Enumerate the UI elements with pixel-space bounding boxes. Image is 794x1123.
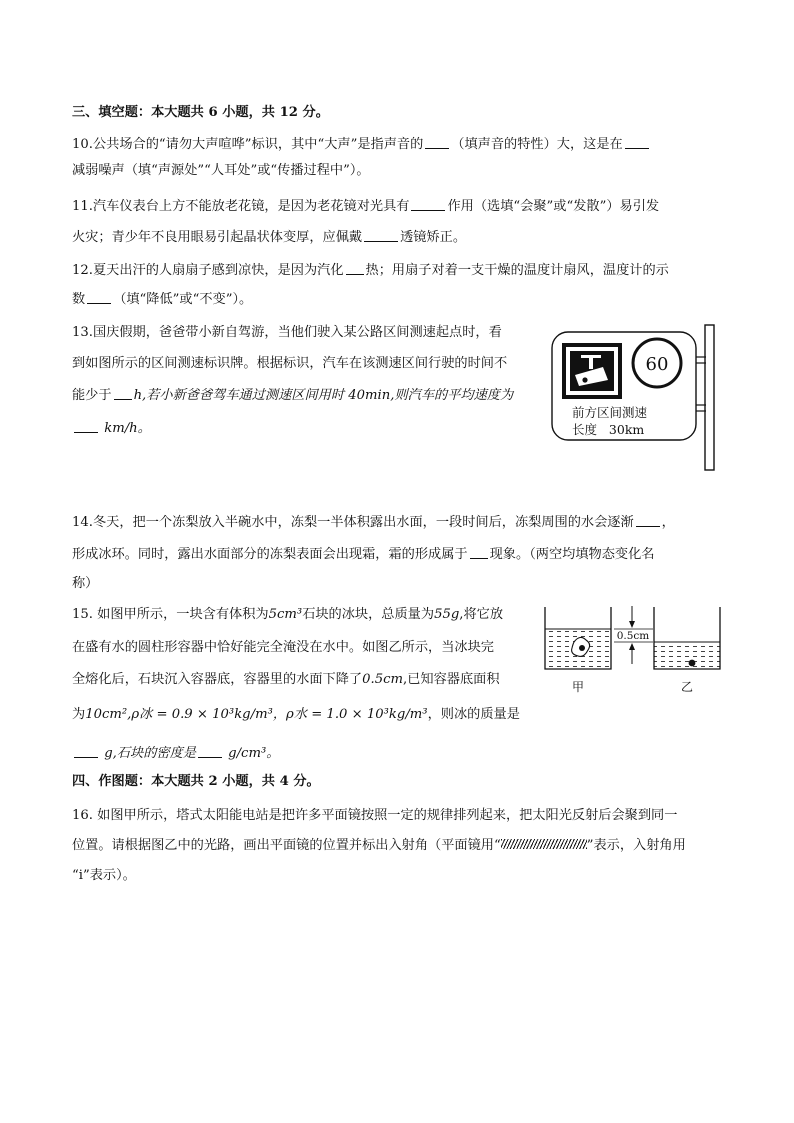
- q11-text-b: 作用（选填“会聚”或“发散”）易引发: [447, 199, 660, 214]
- q13-blank-2[interactable]: [74, 419, 98, 433]
- q15-line-1: [72, 606, 503, 624]
- mirror-symbol-icon: [501, 839, 587, 849]
- q14-text-b: ，: [661, 515, 675, 530]
- q11-line-1: [72, 197, 659, 216]
- q16-line-3: “i”表示）。: [72, 868, 136, 883]
- level-drop-label: 0.5cm: [616, 630, 650, 642]
- q10-line-1: [72, 135, 651, 154]
- q14-blank-1[interactable]: [636, 513, 660, 527]
- q11-line-2: [72, 228, 466, 247]
- label-yi: 乙: [680, 680, 694, 694]
- q15-total-mass: 55g: [434, 607, 460, 622]
- q15-text-j: g,石块的密度是: [104, 746, 196, 761]
- q15-line-3: [72, 671, 500, 689]
- q15-drop: 0.5cm: [362, 672, 403, 687]
- containers-figure: [540, 604, 730, 700]
- q15-area: 10cm²: [85, 707, 128, 722]
- q14-blank-2[interactable]: [470, 545, 488, 559]
- q12-line-1: [72, 261, 669, 280]
- q10-text-b: （填声音的特性）大，这是在: [451, 137, 623, 152]
- q16-text-a: 位置。请根据图乙中的光路，画出平面镜的位置并标出入射角（平面镜用“: [72, 838, 501, 853]
- q14-line-1: [72, 513, 675, 532]
- q13-line-1: 13.国庆假期，爸爸带小新自驾游，当他们驶入某公路区间测速起点时，看: [72, 325, 502, 340]
- q11-text-d: 透镜矫正。: [400, 230, 467, 245]
- q13-text-b: h,若小新爸爸驾车通过测速区间用时 40min,则汽车的平均速度为: [133, 388, 514, 403]
- speed-section-sign: [548, 322, 724, 474]
- q15-text-h: 为: [72, 707, 86, 722]
- q14-text-a: 14.冬天，把一个冻梨放入半碗水中，冻梨一半体积露出水面，一段时间后，冻梨周围的水会逐渐: [72, 515, 634, 530]
- q13-text-a: 能少于: [72, 388, 112, 403]
- q15-rho-water: ，ρ水 = 1.0 × 10³kg/m³: [272, 707, 428, 722]
- q15-text-i: ，则冰的质量是: [427, 707, 520, 722]
- q15-rho-ice: ,ρ冰 = 0.9 × 10³kg/m³: [127, 707, 273, 722]
- q12-blank-2[interactable]: [87, 290, 111, 304]
- sign-pole: [705, 325, 714, 470]
- q16-text-b: ”表示，入射角用: [586, 838, 686, 853]
- q16-line-1: 16. 如图甲所示，塔式太阳能电站是把许多平面镜按照一定的规律排列起来，把太阳光反射后会聚到同一: [72, 808, 678, 823]
- q13-line-3: [72, 386, 513, 405]
- q14-text-c: 形成冰环。同时，露出水面部分的冻梨表面会出现霜，霜的形成属于: [72, 547, 468, 562]
- q11-text-c: 火灾；青少年不良用眼易引起晶状体变厚，应佩戴: [72, 230, 363, 245]
- q16-line-2: [72, 837, 686, 855]
- q15-line-5: [72, 744, 279, 763]
- q15-text-a: 15. 如图甲所示，一块含有体积为: [72, 607, 269, 622]
- q15-line-4: [72, 706, 520, 724]
- q15-text-e: ,将它放: [459, 607, 504, 622]
- q13-blank-1[interactable]: [114, 386, 132, 400]
- q11-blank-1[interactable]: [411, 197, 445, 211]
- q12-text-b: 热；用扇子对着一支干燥的温度计扇风，温度计的示: [365, 263, 669, 278]
- q13-unit: km/h。: [104, 421, 151, 436]
- sign-text-2: 长度 30km: [572, 422, 645, 437]
- q13-line-2: 到如图所示的区间测速标识牌。根据标识，汽车在该测速区间行驶的时间不: [72, 356, 508, 371]
- q10-blank-2[interactable]: [625, 135, 649, 149]
- q15-stone-volume: 5cm³: [268, 607, 303, 622]
- q15-blank-1[interactable]: [74, 744, 98, 758]
- q14-text-d: 现象。（两空均填物态变化名: [489, 547, 655, 562]
- q13-line-4: [72, 419, 151, 438]
- q15-line-2: 在盛有水的圆柱形容器中恰好能完全淹没在水中。如图乙所示，当冰块完: [72, 640, 494, 655]
- q10-blank-1[interactable]: [425, 135, 449, 149]
- q12-text-c: 数: [72, 292, 86, 307]
- q12-text-a: 12.夏天出汗的人扇扇子感到凉快，是因为汽化: [72, 263, 344, 278]
- q15-blank-2[interactable]: [198, 744, 222, 758]
- stone: [689, 660, 696, 667]
- section-4-title: 四、作图题：本大题共 2 小题，共 4 分。: [72, 774, 320, 789]
- q12-text-d: （填“降低”或“不变”）。: [113, 292, 253, 307]
- q15-text-g: ,已知容器底面积: [403, 672, 500, 687]
- q15-text-f: 全熔化后，石块沉入容器底，容器里的水面下降了: [72, 672, 363, 687]
- section-3-title: 三、填空题：本大题共 6 小题，共 12 分。: [72, 105, 329, 120]
- q12-line-2: [72, 290, 252, 309]
- q15-unit: g/cm³。: [228, 746, 280, 761]
- speed-limit-value: 60: [645, 354, 669, 375]
- q12-blank-1[interactable]: [346, 261, 364, 275]
- q11-blank-2[interactable]: [364, 228, 398, 242]
- q10-line-2: 减弱噪声（填“声源处”“人耳处”或“传播过程中”）。: [72, 163, 370, 178]
- sign-text-1: 前方区间测速: [572, 405, 648, 420]
- q14-line-2: [72, 545, 654, 564]
- q11-text-a: 11.汽车仪表台上方不能放老花镜，是因为老花镜对光具有: [72, 199, 410, 214]
- q14-line-3: 称）: [72, 576, 99, 591]
- q10-text-a: 10.公共场合的“请勿大声喧哗”标识，其中“大声”是指声音的: [72, 137, 424, 152]
- q15-text-c: 石块的冰块，总质量为: [302, 607, 435, 622]
- label-jia: 甲: [571, 680, 585, 694]
